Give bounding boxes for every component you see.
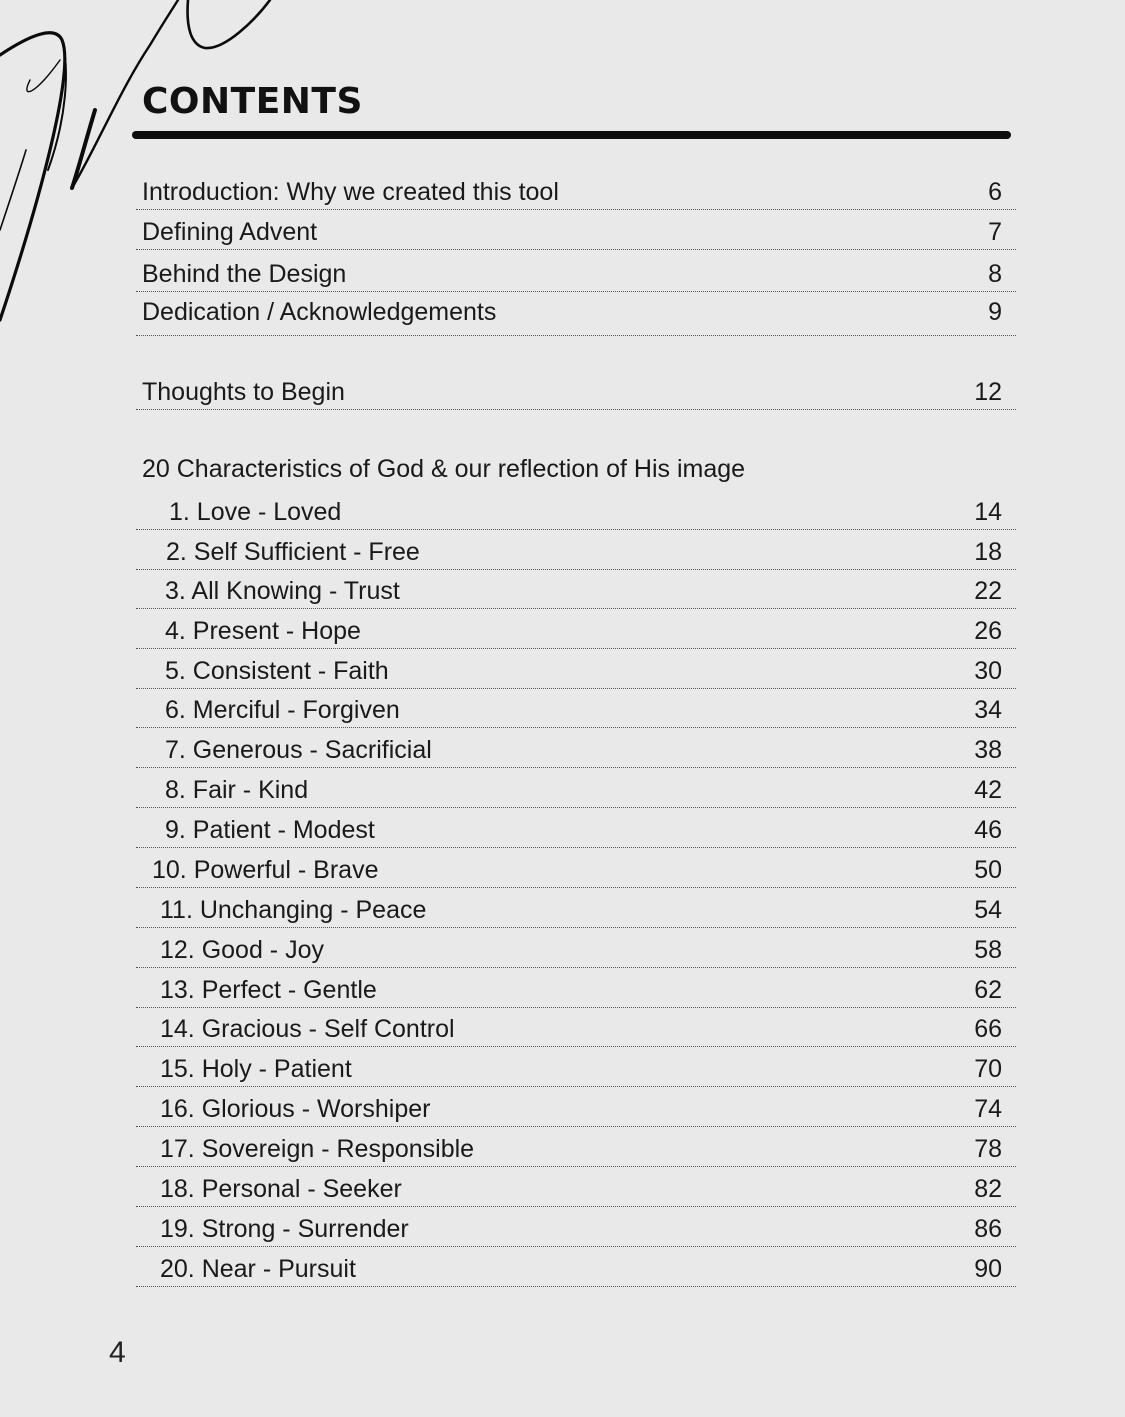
toc-entry-characteristic[interactable] <box>136 1167 1016 1207</box>
toc-entry-characteristic[interactable] <box>136 728 1016 768</box>
toc-entry-characteristic[interactable] <box>136 490 1016 530</box>
entry-label: 8. Fair - Kind <box>165 776 309 804</box>
entry-label: 5. Consistent - Faith <box>165 657 389 685</box>
entry-label: 3. All Knowing - Trust <box>165 577 400 605</box>
entry-page: 38 <box>974 736 1002 764</box>
toc-entry-characteristic[interactable] <box>136 848 1016 888</box>
entry-page: 6 <box>988 178 1002 206</box>
entry-label: 2. Self Sufficient - Free <box>166 538 420 566</box>
toc-entry-characteristic[interactable] <box>136 808 1016 848</box>
entry-label: 13. Perfect - Gentle <box>160 976 377 1004</box>
entry-page: 78 <box>974 1135 1002 1163</box>
entry-page: 50 <box>974 856 1002 884</box>
entry-page: 7 <box>988 218 1002 246</box>
entry-page: 90 <box>974 1255 1002 1283</box>
entry-label: 7. Generous - Sacrificial <box>165 736 432 764</box>
toc-entry-characteristic[interactable] <box>136 1127 1016 1167</box>
entry-page: 30 <box>974 657 1002 685</box>
toc-entry-characteristic[interactable] <box>136 888 1016 928</box>
entry-page: 54 <box>974 896 1002 924</box>
toc-entry-characteristic[interactable] <box>136 530 1016 570</box>
entry-label: Defining Advent <box>142 218 318 246</box>
entry-label: 16. Glorious - Worshiper <box>160 1095 431 1123</box>
toc-entry-introduction[interactable] <box>136 170 1016 210</box>
entry-page: 66 <box>974 1015 1002 1043</box>
entry-label: 15. Holy - Patient <box>160 1055 352 1083</box>
entry-page: 22 <box>974 577 1002 605</box>
entry-page: 74 <box>974 1095 1002 1123</box>
entry-page: 70 <box>974 1055 1002 1083</box>
entry-page: 58 <box>974 936 1002 964</box>
entry-page: 46 <box>974 816 1002 844</box>
entry-label: 4. Present - Hope <box>165 617 361 645</box>
entry-label: 18. Personal - Seeker <box>160 1175 402 1203</box>
characteristics-heading: 20 Characteristics of God & our reflection of His image <box>142 455 746 483</box>
toc-entry-characteristic[interactable] <box>136 569 1016 609</box>
toc-entry-characteristic[interactable] <box>136 649 1016 689</box>
entry-label: 10. Powerful - Brave <box>152 856 379 884</box>
entry-page: 26 <box>974 617 1002 645</box>
entry-label: 6. Merciful - Forgiven <box>165 696 400 724</box>
entry-page: 9 <box>988 298 1002 326</box>
toc-entry-behind-the-design[interactable] <box>136 252 1016 292</box>
entry-page: 42 <box>974 776 1002 804</box>
entry-label: Dedication / Acknowledgements <box>142 298 497 326</box>
entry-label: Introduction: Why we created this tool <box>142 178 559 206</box>
toc-entry-characteristic[interactable] <box>136 609 1016 649</box>
page-number: 4 <box>109 1336 126 1369</box>
entry-page: 62 <box>974 976 1002 1004</box>
title-divider <box>132 131 1011 139</box>
entry-label: Behind the Design <box>142 260 347 288</box>
toc-entry-dedication[interactable] <box>136 296 1016 336</box>
entry-page: 34 <box>974 696 1002 724</box>
entry-page: 82 <box>974 1175 1002 1203</box>
entry-page: 14 <box>974 498 1002 526</box>
toc-entry-characteristic[interactable] <box>136 1247 1016 1287</box>
entry-page: 18 <box>974 538 1002 566</box>
entry-label: 1. Love - Loved <box>169 498 342 526</box>
page-title: CONTENTS <box>142 81 363 122</box>
entry-page: 12 <box>974 378 1002 406</box>
toc-entry-characteristic[interactable] <box>136 1047 1016 1087</box>
toc-entry-characteristic[interactable] <box>136 1087 1016 1127</box>
toc-entry-defining-advent[interactable] <box>136 210 1016 250</box>
entry-label: 9. Patient - Modest <box>165 816 375 844</box>
toc-entry-characteristic[interactable] <box>136 688 1016 728</box>
toc-entry-characteristic[interactable] <box>136 928 1016 968</box>
toc-entry-characteristic[interactable] <box>136 1207 1016 1247</box>
toc-entry-thoughts-to-begin[interactable] <box>136 370 1016 410</box>
toc-entry-characteristic[interactable] <box>136 1007 1016 1047</box>
entry-label: Thoughts to Begin <box>142 378 345 406</box>
toc-entry-characteristic[interactable] <box>136 968 1016 1008</box>
entry-page: 8 <box>988 260 1002 288</box>
entry-label: 20. Near - Pursuit <box>160 1255 356 1283</box>
entry-label: 19. Strong - Surrender <box>160 1215 409 1243</box>
entry-label: 17. Sovereign - Responsible <box>160 1135 475 1163</box>
toc-entry-characteristic[interactable] <box>136 768 1016 808</box>
entry-label: 14. Gracious - Self Control <box>160 1015 455 1043</box>
entry-page: 86 <box>974 1215 1002 1243</box>
entry-label: 12. Good - Joy <box>160 936 324 964</box>
entry-label: 11. Unchanging - Peace <box>160 896 427 924</box>
